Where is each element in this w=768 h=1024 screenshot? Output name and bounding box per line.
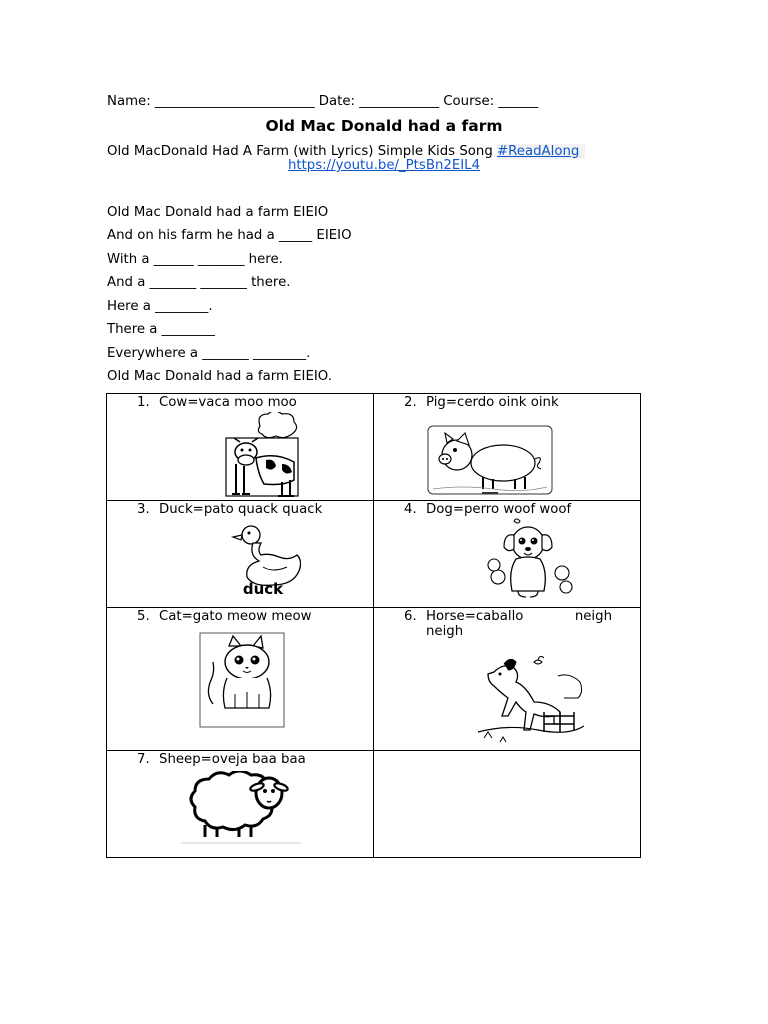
pig-picture [427, 425, 553, 496]
animal-label: 7. Sheep=oveja baa baa [137, 752, 306, 767]
lyric-line-6: There a ________ [107, 322, 215, 337]
animal-cell-cow [107, 394, 374, 501]
horse-picture [474, 652, 586, 748]
lyric-line-7: Everywhere a _______ ________. [107, 346, 311, 361]
lyric-line-4: And a _______ _______ there. [107, 275, 291, 290]
animal-cell-pig [374, 394, 641, 501]
animal-cell-cat [107, 608, 374, 751]
cat-picture [199, 632, 285, 728]
animal-label: 1. Cow=vaca moo moo [137, 395, 297, 410]
cow-picture [222, 412, 302, 500]
page-title: Old Mac Donald had a farm [265, 117, 503, 135]
animal-label: 3. Duck=pato quack quack [137, 502, 323, 517]
header-fields-line: Name: ________________________ Date: ____________ Course: ______ [107, 94, 539, 109]
duck-caption: duck [242, 580, 284, 597]
animal-label: 2. Pig=cerdo oink oink [404, 395, 559, 410]
youtube-link[interactable]: https://youtu.be/_PtsBn2EIL4 [287, 158, 481, 173]
video-link-line [0, 158, 768, 173]
animal-cell-horse [374, 608, 641, 751]
empty-cell [374, 751, 641, 858]
lyric-line-8: Old Mac Donald had a farm EIEIO. [107, 369, 332, 384]
lyric-line-5: Here a ________. [107, 299, 213, 314]
readalong-hashtag-link[interactable]: #ReadAlong [497, 144, 585, 159]
subtitle-text: Old MacDonald Had A Farm (with Lyrics) Simple Kids Song [107, 144, 497, 159]
animal-label: 6. Horse=caballo neigh neigh [404, 609, 612, 639]
lyric-line-2: And on his farm he had a _____ EIEIO [107, 228, 352, 243]
animal-cell-duck [107, 501, 374, 608]
animal-cell-dog [374, 501, 641, 608]
lyric-line-3: With a ______ _______ here. [107, 252, 283, 267]
sheep-picture [181, 771, 305, 845]
animal-table [106, 393, 641, 858]
subtitle [107, 144, 585, 159]
lyric-line-1: Old Mac Donald had a farm EIEIO [107, 205, 329, 220]
animal-label: 5. Cat=gato meow meow [137, 609, 312, 624]
duck-picture [229, 521, 301, 597]
animal-cell-sheep [107, 751, 374, 858]
animal-label: 4. Dog=perro woof woof [404, 502, 572, 517]
dog-picture [484, 517, 574, 605]
